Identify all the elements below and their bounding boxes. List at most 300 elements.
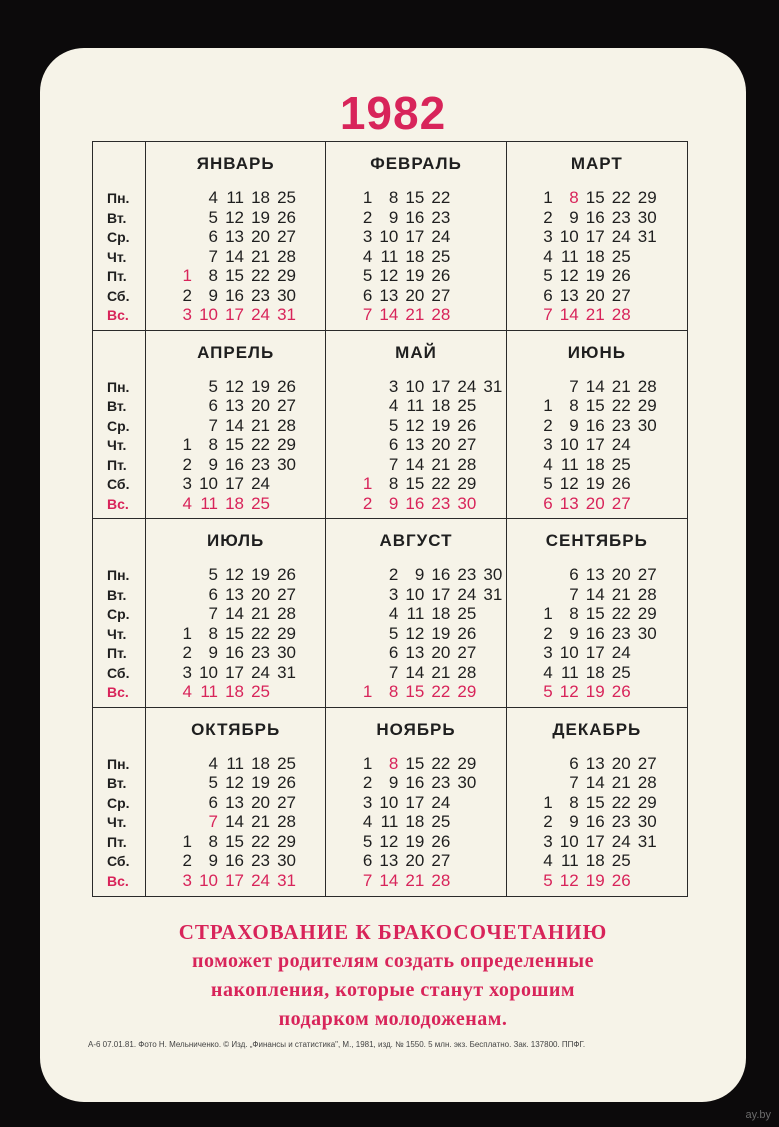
day-number: 13 (225, 396, 244, 415)
day-number: 17 (225, 662, 244, 682)
day-number: 22 (611, 188, 631, 207)
day-number: 5 (362, 831, 373, 851)
day-number: 18 (431, 396, 451, 415)
day-number: 27 (277, 396, 296, 415)
day-number: 13 (585, 753, 605, 773)
day-number: 4 (388, 396, 399, 415)
day-number: 6 (543, 285, 553, 305)
month-block (326, 708, 506, 897)
month-name: АПРЕЛЬ (197, 342, 275, 362)
weekday-label: Сб. (107, 664, 130, 681)
day-number: 24 (611, 227, 631, 246)
day-number: 19 (585, 682, 605, 701)
day-number: 26 (611, 474, 631, 493)
day-number: 14 (559, 305, 579, 324)
month-days (168, 565, 324, 702)
day-number: 3 (182, 662, 192, 682)
day-number: 26 (277, 773, 296, 792)
weekday-label: Вс. (107, 684, 129, 700)
day-number: 8 (569, 396, 579, 415)
day-number: 23 (431, 773, 451, 792)
day-number: 21 (585, 305, 605, 324)
day-number: 14 (585, 773, 605, 792)
day-number: 3 (543, 831, 553, 851)
day-number: 19 (585, 474, 605, 493)
day-number: 9 (414, 565, 425, 584)
day-number: 2 (388, 565, 399, 584)
day-number: 22 (431, 753, 451, 773)
day-number: 12 (225, 773, 244, 792)
day-number: 19 (251, 773, 270, 792)
month-name: ИЮЛЬ (207, 531, 265, 550)
day-number: 14 (379, 305, 399, 324)
weekday-column (93, 519, 146, 708)
day-number: 29 (277, 435, 296, 454)
day-number: 21 (251, 812, 270, 831)
day-number: 8 (388, 753, 399, 773)
month-name: СЕНТЯБРЬ (545, 531, 648, 550)
day-number: 29 (637, 188, 657, 207)
day-number: 16 (585, 415, 605, 435)
day-number: 24 (251, 870, 270, 890)
day-number: 11 (200, 682, 218, 701)
month-days (529, 188, 685, 325)
publisher-imprint: А-6 07.01.81. Фото Н. Мельниченко. © Изд. „Финансы и статистика", М., 1981, изд. № 1550. 5 млн. экз. Бесплатно. Зак. 137800. ППФГ. (88, 1040, 586, 1049)
day-number: 30 (277, 851, 296, 870)
day-number: 2 (543, 812, 553, 831)
day-number: 24 (457, 584, 477, 604)
day-number: 8 (208, 266, 218, 285)
day-number: 1 (362, 474, 373, 493)
day-number: 17 (225, 474, 244, 493)
month-name: МАЙ (395, 342, 437, 362)
day-number: 23 (251, 285, 270, 305)
day-number: 21 (405, 870, 425, 890)
day-number: 27 (277, 584, 296, 604)
day-number: 21 (405, 305, 425, 324)
day-number: 18 (431, 604, 451, 623)
weekday-label: Ср. (107, 794, 130, 811)
day-number: 1 (182, 831, 192, 851)
day-number: 22 (431, 474, 451, 493)
month-name: НОЯБРЬ (376, 719, 456, 739)
day-number: 4 (543, 851, 553, 870)
day-number: 9 (208, 454, 218, 474)
day-number: 29 (277, 831, 296, 851)
day-number: 15 (585, 188, 605, 207)
calendar-card (40, 48, 746, 1102)
day-number: 24 (431, 792, 451, 812)
day-number: 25 (277, 188, 296, 207)
day-number: 25 (611, 662, 631, 682)
day-number: 14 (379, 870, 399, 890)
month-days (168, 754, 324, 891)
day-number: 9 (388, 773, 399, 792)
day-number: 27 (277, 227, 296, 246)
day-number: 23 (251, 851, 270, 870)
day-number: 23 (611, 623, 631, 643)
day-number: 31 (277, 662, 296, 682)
month-days (529, 565, 685, 702)
day-number: 13 (225, 227, 244, 246)
day-number: 7 (362, 305, 373, 324)
day-number: 14 (225, 604, 244, 623)
day-number: 5 (208, 773, 218, 792)
slogan (40, 918, 746, 1034)
day-number: 13 (559, 285, 579, 305)
day-number: 16 (431, 565, 451, 584)
day-number: 7 (208, 604, 218, 623)
day-number: 17 (585, 643, 605, 662)
day-number: 20 (405, 851, 425, 870)
weekday-label: Вт. (107, 209, 127, 226)
month-days (529, 377, 685, 514)
day-number: 2 (182, 285, 192, 305)
day-number: 10 (559, 435, 579, 454)
day-number: 29 (457, 474, 477, 493)
day-number: 14 (225, 415, 244, 435)
day-number: 14 (585, 584, 605, 604)
day-number: 8 (208, 831, 218, 851)
day-number: 9 (569, 415, 579, 435)
day-number: 10 (199, 870, 218, 890)
weekday-label: Сб. (107, 476, 130, 492)
weekday-label: Вс. (107, 307, 129, 323)
day-number: 23 (611, 812, 631, 831)
day-number: 20 (251, 396, 270, 415)
month-block (146, 331, 326, 520)
month-block (326, 331, 506, 520)
day-number: 5 (543, 682, 553, 701)
day-number: 24 (431, 227, 451, 246)
day-number: 25 (277, 753, 296, 773)
day-number: 19 (251, 565, 270, 584)
day-number: 31 (483, 584, 503, 604)
weekday-label: Пн. (107, 755, 130, 772)
month-block (507, 519, 687, 708)
month-name: АВГУСТ (379, 531, 453, 550)
month-days (348, 377, 504, 514)
day-number: 13 (225, 792, 244, 812)
day-number: 22 (431, 682, 451, 701)
day-number: 5 (208, 376, 218, 396)
day-number: 7 (362, 870, 373, 890)
day-number: 12 (225, 565, 244, 584)
day-number: 7 (208, 415, 218, 435)
day-number: 21 (431, 662, 451, 682)
day-number: 11 (380, 246, 399, 266)
day-number: 28 (611, 305, 631, 324)
day-number: 22 (611, 396, 631, 415)
day-number: 21 (611, 584, 631, 604)
day-number: 17 (225, 305, 244, 324)
day-number: 19 (585, 266, 605, 285)
day-number: 3 (543, 643, 553, 662)
day-number: 10 (559, 831, 579, 851)
day-number: 3 (362, 792, 373, 812)
day-number: 1 (362, 188, 373, 207)
day-number: 11 (561, 851, 579, 870)
day-number: 6 (388, 435, 399, 454)
weekday-column (93, 708, 146, 897)
day-number: 18 (405, 812, 425, 831)
day-number: 6 (569, 565, 579, 584)
day-number: 4 (208, 188, 218, 207)
day-number: 9 (388, 493, 399, 513)
day-number: 24 (251, 474, 270, 493)
month-name: ОКТЯБРЬ (191, 719, 281, 739)
day-number: 9 (388, 207, 399, 227)
day-number: 11 (561, 662, 579, 682)
day-number: 7 (569, 773, 579, 792)
day-number: 4 (543, 246, 553, 266)
day-number: 7 (388, 662, 399, 682)
day-number: 16 (405, 773, 425, 792)
day-number: 8 (388, 188, 399, 207)
day-number: 12 (379, 831, 399, 851)
day-number: 22 (251, 435, 270, 454)
day-number: 26 (277, 376, 296, 396)
day-number: 6 (362, 285, 373, 305)
day-number: 20 (251, 227, 270, 246)
day-number: 28 (277, 604, 296, 623)
day-number: 17 (225, 870, 244, 890)
day-number: 8 (569, 792, 579, 812)
month-block (507, 142, 687, 331)
day-number: 28 (431, 305, 451, 324)
day-number: 7 (208, 246, 218, 266)
day-number: 1 (182, 623, 192, 643)
day-number: 13 (379, 285, 399, 305)
day-number: 4 (388, 604, 399, 623)
day-number: 6 (208, 227, 218, 246)
month-days (529, 754, 685, 891)
day-number: 9 (208, 643, 218, 662)
day-number: 29 (637, 396, 657, 415)
day-number: 23 (611, 415, 631, 435)
day-number: 4 (208, 753, 218, 773)
day-number: 30 (637, 812, 657, 831)
day-number: 8 (569, 604, 579, 623)
day-number: 4 (543, 662, 553, 682)
day-number: 27 (457, 435, 477, 454)
day-number: 9 (208, 851, 218, 870)
day-number: 11 (406, 396, 425, 415)
day-number: 29 (277, 623, 296, 643)
day-number: 18 (585, 851, 605, 870)
day-number: 12 (405, 623, 425, 643)
day-number: 5 (543, 870, 553, 890)
day-number: 22 (431, 188, 451, 207)
day-number: 12 (559, 682, 579, 701)
day-number: 15 (225, 831, 244, 851)
day-number: 30 (457, 773, 477, 792)
weekday-label: Пн. (107, 567, 130, 583)
day-number: 5 (208, 207, 218, 227)
day-number: 11 (380, 812, 399, 831)
day-number: 1 (182, 435, 192, 454)
day-number: 13 (379, 851, 399, 870)
day-number: 24 (457, 376, 477, 396)
day-number: 28 (277, 246, 296, 266)
month-block (146, 142, 326, 331)
day-number: 20 (585, 493, 605, 513)
month-name: ИЮНЬ (567, 342, 626, 362)
day-number: 30 (637, 415, 657, 435)
day-number: 22 (251, 831, 270, 851)
month-days (168, 377, 324, 514)
month-days (348, 188, 504, 325)
month-block (507, 708, 687, 897)
day-number: 3 (182, 305, 192, 324)
day-number: 4 (362, 812, 373, 831)
month-name: ЯНВАРЬ (196, 154, 275, 173)
day-number: 1 (362, 753, 373, 773)
day-number: 10 (199, 662, 218, 682)
month-name: ДЕКАБРЬ (552, 719, 642, 739)
day-number: 23 (611, 207, 631, 227)
month-name: МАРТ (570, 154, 623, 173)
day-number: 10 (379, 792, 399, 812)
day-number: 23 (431, 207, 451, 227)
day-number: 31 (277, 870, 296, 890)
day-number: 26 (457, 623, 477, 643)
day-number: 20 (405, 285, 425, 305)
weekday-label: Ср. (107, 606, 130, 622)
month-days (348, 565, 504, 702)
day-number: 8 (388, 682, 399, 701)
month-block (146, 708, 326, 897)
day-number: 6 (388, 643, 399, 662)
day-number: 20 (431, 643, 451, 662)
day-number: 28 (637, 584, 657, 604)
day-number: 13 (225, 584, 244, 604)
month-days (348, 754, 504, 891)
day-number: 2 (362, 773, 373, 792)
weekday-label: Чт. (107, 625, 127, 642)
day-number: 19 (431, 623, 451, 643)
day-number: 16 (585, 812, 605, 831)
day-number: 29 (457, 753, 477, 773)
day-number: 3 (182, 474, 192, 493)
day-number: 7 (388, 454, 399, 474)
day-number: 25 (431, 812, 451, 831)
day-number: 27 (457, 643, 477, 662)
month-block (146, 519, 326, 708)
day-number: 26 (457, 415, 477, 435)
day-number: 2 (543, 207, 553, 227)
day-number: 26 (611, 870, 631, 890)
day-number: 22 (611, 792, 631, 812)
day-number: 25 (431, 246, 451, 266)
month-name: ФЕВРАЛЬ (370, 154, 462, 173)
day-number: 29 (637, 604, 657, 623)
day-number: 11 (226, 753, 244, 773)
day-number: 12 (559, 474, 579, 493)
weekday-column (93, 142, 146, 331)
day-number: 12 (559, 266, 579, 285)
day-number: 26 (611, 266, 631, 285)
weekday-label: Пт. (107, 268, 127, 284)
day-number: 28 (637, 773, 657, 792)
day-number: 7 (543, 305, 553, 324)
day-number: 17 (431, 584, 451, 604)
month-block (326, 142, 506, 331)
day-number: 7 (569, 584, 579, 604)
day-number: 9 (569, 623, 579, 643)
day-number: 20 (585, 285, 605, 305)
day-number: 11 (226, 188, 244, 207)
year-title: 1982 (339, 87, 447, 139)
weekday-label: Ср. (107, 417, 130, 434)
weekday-label: Сб. (107, 853, 130, 869)
day-number: 30 (277, 643, 296, 662)
day-number: 2 (182, 643, 192, 662)
day-number: 1 (362, 682, 373, 701)
day-number: 15 (585, 604, 605, 623)
day-number: 28 (457, 454, 477, 474)
slogan-line-3: накопления, которые станут хорошим (210, 979, 576, 1001)
weekday-label: Вт. (107, 398, 127, 414)
day-number: 16 (585, 623, 605, 643)
day-number: 1 (182, 266, 192, 285)
weekday-label: Чт. (107, 437, 127, 453)
day-number: 4 (182, 493, 192, 513)
day-number: 26 (431, 831, 451, 851)
day-number: 12 (405, 415, 425, 435)
day-number: 18 (225, 493, 244, 513)
day-number: 24 (611, 643, 631, 662)
day-number: 10 (379, 227, 399, 246)
day-number: 5 (388, 415, 399, 435)
day-number: 14 (225, 246, 244, 266)
day-number: 5 (388, 623, 399, 643)
day-number: 2 (543, 623, 553, 643)
day-number: 24 (251, 662, 270, 682)
day-number: 6 (362, 851, 373, 870)
day-number: 1 (543, 792, 553, 812)
day-number: 8 (569, 188, 579, 207)
day-number: 16 (225, 643, 244, 662)
day-number: 6 (569, 753, 579, 773)
day-number: 15 (585, 792, 605, 812)
day-number: 15 (225, 435, 244, 454)
day-number: 2 (182, 454, 192, 474)
day-number: 15 (405, 188, 425, 207)
day-number: 6 (208, 584, 218, 604)
day-number: 4 (362, 246, 373, 266)
day-number: 21 (251, 246, 270, 266)
day-number: 19 (405, 266, 425, 285)
day-number: 20 (251, 584, 270, 604)
day-number: 20 (431, 435, 451, 454)
day-number: 31 (637, 227, 657, 246)
day-number: 18 (251, 188, 270, 207)
day-number: 12 (225, 207, 244, 227)
day-number: 27 (277, 792, 296, 812)
day-number: 6 (543, 493, 553, 513)
day-number: 19 (405, 831, 425, 851)
day-number: 17 (431, 376, 451, 396)
day-number: 25 (611, 851, 631, 870)
day-number: 9 (569, 812, 579, 831)
day-number: 13 (585, 565, 605, 584)
day-number: 2 (543, 415, 553, 435)
day-number: 19 (251, 376, 270, 396)
day-number: 20 (611, 565, 631, 584)
day-number: 18 (585, 454, 605, 474)
day-number: 1 (543, 188, 553, 207)
